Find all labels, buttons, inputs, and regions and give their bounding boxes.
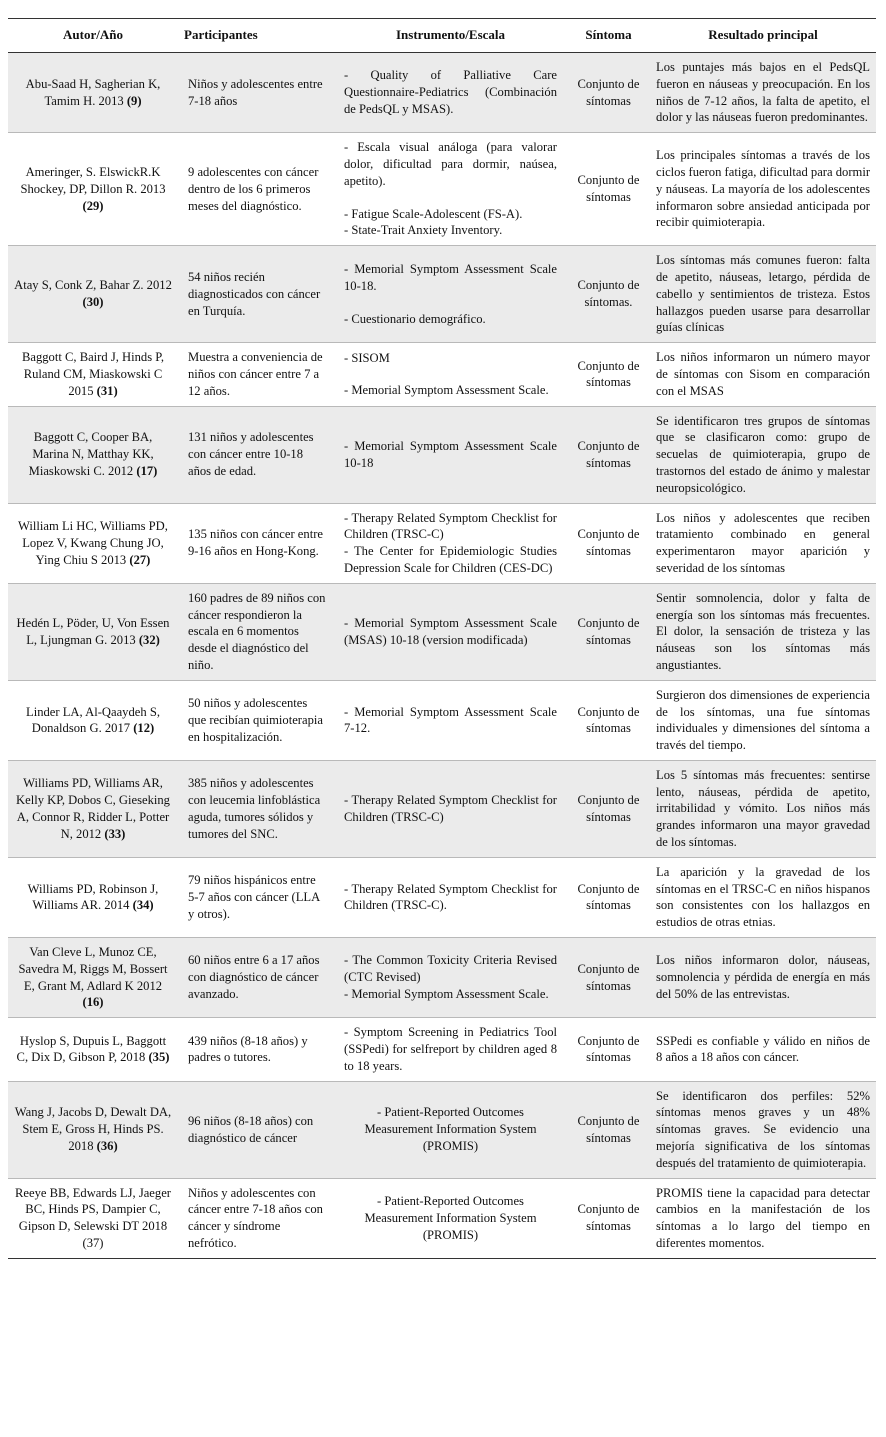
instrument-item: - Escala visual análoga (para valorar dolor, dificultad para dormir, naúsea, apetito).	[344, 140, 557, 188]
instrument-item: - Memorial Symptom Assessment Scale.	[344, 987, 549, 1002]
table-row	[8, 133, 876, 246]
symptom-cell: Conjunto de síntomas	[567, 133, 650, 246]
author-text: Abu-Saad H, Sagherian K, Tamim H. 2013	[25, 76, 161, 108]
instrument-item: - The Center for Epidemiologic Studies Depression Scale for Children (CES-DC)	[344, 544, 557, 575]
result-cell: Los puntajes más bajos en el PedsQL fueron en náuseas y preocupación. En los niños de 7-12 años, la falta de apetito, el dolor y las náuseas fueron predominantes.	[650, 53, 876, 133]
table-row	[8, 583, 876, 680]
reference-number: (31)	[96, 383, 118, 398]
participants-cell: 135 niños con cáncer entre 9-16 años en Hong-Kong.	[178, 503, 334, 583]
instrument-item: - Memorial Symptom Assessment Scale 7-12.	[344, 704, 557, 736]
result-cell: Los síntomas más comunes fueron: falta de apetito, náuseas, letargo, pérdida de cabello y sentimientos de tristeza. Estos hallazgos pueden usarse para desarrollar guías clínicas	[650, 246, 876, 343]
instrument-cell	[334, 133, 567, 246]
reference-number: (30)	[82, 295, 104, 310]
table-row	[8, 406, 876, 503]
author-cell	[8, 1018, 178, 1081]
table-body	[8, 53, 876, 1259]
reference-number: (17)	[136, 463, 158, 478]
instrument-cell	[334, 246, 567, 343]
reference-number: (27)	[129, 552, 151, 567]
symptom-cell: Conjunto de síntomas.	[567, 246, 650, 343]
author-text: Van Cleve L, Munoz CE, Savedra M, Riggs M, Bossert E, Grant M, Adlard K 2012	[18, 945, 168, 993]
instrument-gap	[344, 190, 557, 206]
header-author: Autor/Año	[8, 19, 178, 53]
instrument-item: - Therapy Related Symptom Checklist for Children (TRSC-C).	[344, 881, 557, 913]
reference-number: (9)	[126, 93, 142, 108]
instrument-cell	[334, 1178, 567, 1258]
table-row	[8, 343, 876, 406]
table-row	[8, 246, 876, 343]
symptom-cell: Conjunto de síntomas	[567, 1178, 650, 1258]
header-participants: Participantes	[178, 19, 334, 53]
result-cell: La aparición y la gravedad de los síntomas en el TRSC-C en niños hispanos son consistentes con los hallazgos en estudios de otras etnias.	[650, 857, 876, 937]
author-cell	[8, 1081, 178, 1178]
header-symptom: Síntoma	[567, 19, 650, 53]
instrument-item: - Patient-Reported Outcomes Measurement Information System (PROMIS)	[364, 1105, 537, 1154]
instrument-item: - Memorial Symptom Assessment Scale (MSAS) 10-18 (version modificada)	[344, 615, 557, 647]
instrument-item: - SISOM	[344, 350, 390, 365]
author-text: Hedén L, Pöder, U, Von Essen L, Ljungman G. 2013	[16, 615, 170, 647]
result-cell: Los niños informaron dolor, náuseas, somnolencia y pérdida de energía en más del 50% de las entrevistas.	[650, 938, 876, 1018]
result-cell: PROMIS tiene la capacidad para detectar cambios en la manifestación de los síntomas a lo largo del tiempo en diferentes momentos.	[650, 1178, 876, 1258]
instrument-cell	[334, 343, 567, 406]
result-cell: Los principales síntomas a través de los ciclos fueron fatiga, dificultad para dormir y náuseas. La mayoría de los adolescentes informaron sobre ansiedad anticipada por recibir quimioterapia.	[650, 133, 876, 246]
participants-cell: 131 niños y adolescentes con cáncer entre 10-18 años de edad.	[178, 406, 334, 503]
symptom-cell: Conjunto de síntomas	[567, 857, 650, 937]
result-cell: Los 5 síntomas más frecuentes: sentirse lento, náuseas, pérdida de apetito, irritabilidad y vómito. Los niños más grandes informaron una mayor gravedad de los síntomas.	[650, 760, 876, 857]
instrument-gap	[344, 295, 557, 311]
symptom-cell: Conjunto de síntomas	[567, 938, 650, 1018]
table-row	[8, 680, 876, 760]
participants-cell: 160 padres de 89 niños con cáncer respondieron la escala en 6 momentos desde el diagnóstico del niño.	[178, 583, 334, 680]
symptom-cell: Conjunto de síntomas	[567, 680, 650, 760]
instrument-gap	[344, 366, 557, 382]
reference-number: (36)	[96, 1139, 118, 1154]
instrument-cell	[334, 938, 567, 1018]
instrument-item: - The Common Toxicity Criteria Revised (CTC Revised)	[344, 953, 557, 985]
author-text: Atay S, Conk Z, Bahar Z. 2012	[14, 278, 172, 293]
result-cell: Surgieron dos dimensiones de experiencia de los síntomas, una fue síntomas individuales y dimensiones del síntoma a través del tiempo.	[650, 680, 876, 760]
author-cell	[8, 246, 178, 343]
reference-number: (33)	[104, 826, 126, 841]
symptom-cell: Conjunto de síntomas	[567, 343, 650, 406]
symptom-cell: Conjunto de síntomas	[567, 406, 650, 503]
author-text: Hyslop S, Dupuis L, Baggott C, Dix D, Gibson P, 2018	[16, 1033, 167, 1065]
participants-cell: 96 niños (8-18 años) con diagnóstico de cáncer	[178, 1081, 334, 1178]
table-row	[8, 1081, 876, 1178]
instrument-item: - Therapy Related Symptom Checklist for Children (TRSC-C)	[344, 793, 557, 824]
result-cell: Sentir somnolencia, dolor y falta de energía son los síntomas más frecuentes. El dolor, la sensación de tristeza y las náuseas son los síntomas más angustiantes.	[650, 583, 876, 680]
header-instrument: Instrumento/Escala	[334, 19, 567, 53]
reference-number: (35)	[148, 1050, 170, 1065]
author-text: Wang J, Jacobs D, Dewalt DA, Stem E, Gross H, Hinds PS. 2018	[14, 1105, 172, 1154]
symptom-cell: Conjunto de síntomas	[567, 503, 650, 583]
reference-number: (12)	[133, 721, 155, 736]
author-text: Ameringer, S. ElswickR.K Shockey, DP, Dillon R. 2013	[20, 164, 166, 196]
instrument-cell	[334, 406, 567, 503]
symptom-cell: Conjunto de síntomas	[567, 53, 650, 133]
author-cell	[8, 583, 178, 680]
instrument-cell	[334, 503, 567, 583]
reference-number: (16)	[82, 995, 104, 1010]
author-cell	[8, 680, 178, 760]
header-result: Resultado principal	[650, 19, 876, 53]
author-text: Williams PD, Williams AR, Kelly KP, Dobos C, Gieseking A, Connor R, Ridder L, Potter N, 2012	[16, 776, 170, 841]
author-text: Reeye BB, Edwards LJ, Jaeger BC, Hinds PS, Dampier C, Gipson D, Selewski DT 2018 (37)	[15, 1185, 171, 1251]
author-cell	[8, 938, 178, 1018]
symptom-cell: Conjunto de síntomas	[567, 1018, 650, 1081]
table-row	[8, 938, 876, 1018]
symptom-cell: Conjunto de síntomas	[567, 1081, 650, 1178]
participants-cell: 50 niños y adolescentes que recibían quimioterapia en hospitalización.	[178, 680, 334, 760]
author-text: William Li HC, Williams PD, Lopez V, Kwang Chung JO, Ying Chiu S 2013	[18, 518, 168, 567]
author-cell	[8, 857, 178, 937]
author-cell	[8, 1178, 178, 1258]
author-text: Baggott C, Cooper BA, Marina N, Matthay KK, Miaskowski C. 2012	[28, 430, 154, 478]
participants-cell: Niños y adolescentes con cáncer entre 7-18 años con cáncer y síndrome nefrótico.	[178, 1178, 334, 1258]
participants-cell: Niños y adolescentes entre 7-18 años	[178, 53, 334, 133]
author-text: Williams PD, Robinson J, Williams AR. 2014	[27, 881, 159, 913]
instrument-cell	[334, 680, 567, 760]
symptom-cell: Conjunto de síntomas	[567, 760, 650, 857]
result-cell: SSPedi es confiable y válido en niños de 8 años a 18 años con cáncer.	[650, 1018, 876, 1081]
author-cell	[8, 53, 178, 133]
author-cell	[8, 760, 178, 857]
instrument-item: - Symptom Screening in Pediatrics Tool (SSPedi) for selfreport by children aged 8 to 18 years.	[344, 1025, 557, 1073]
reference-number: (32)	[138, 632, 160, 647]
participants-cell: 54 niños recién diagnosticados con cáncer en Turquía.	[178, 246, 334, 343]
author-cell	[8, 406, 178, 503]
result-cell: Los niños y adolescentes que reciben tratamiento combinado en general experimentaron mayor aparición y severidad de los síntomas	[650, 503, 876, 583]
instrument-cell	[334, 1081, 567, 1178]
participants-cell: 60 niños entre 6 a 17 años con diagnóstico de cáncer avanzado.	[178, 938, 334, 1018]
instrument-cell	[334, 1018, 567, 1081]
instrument-item: - Memorial Symptom Assessment Scale 10-18.	[344, 261, 557, 293]
instrument-item: - Quality of Palliative Care Questionnaire-Pediatrics (Combinación de PedsQL y MSAS).	[344, 68, 557, 116]
instrument-cell	[334, 857, 567, 937]
instrument-item: - Memorial Symptom Assessment Scale 10-18	[344, 438, 557, 470]
header-row	[8, 19, 876, 53]
symptom-cell: Conjunto de síntomas	[567, 583, 650, 680]
author-cell	[8, 503, 178, 583]
instrument-cell	[334, 760, 567, 857]
result-cell: Se identificaron tres grupos de síntomas que se clasificaron como: grupo de secuelas de quimioterapia, grupo de trastornos del estado de ánimo y malestar neuropsicológico.	[650, 406, 876, 503]
result-cell: Los niños informaron un número mayor de síntomas con Sisom en comparación con el MSAS	[650, 343, 876, 406]
participants-cell: 79 niños hispánicos entre 5-7 años con cáncer (LLA y otros).	[178, 857, 334, 937]
participants-cell: Muestra a conveniencia de niños con cáncer entre 7 a 12 años.	[178, 343, 334, 406]
studies-table-container	[8, 18, 876, 1259]
instrument-item: - Cuestionario demográfico.	[344, 311, 486, 326]
table-header	[8, 19, 876, 53]
table-row	[8, 760, 876, 857]
table-row	[8, 503, 876, 583]
table-row	[8, 1018, 876, 1081]
author-text: Baggott C, Baird J, Hinds P, Ruland CM, Miaskowski C 2015	[21, 350, 165, 398]
table-row	[8, 857, 876, 937]
author-cell	[8, 133, 178, 246]
participants-cell: 9 adolescentes con cáncer dentro de los 6 primeros meses del diagnóstico.	[178, 133, 334, 246]
instrument-cell	[334, 53, 567, 133]
reference-number: (34)	[132, 898, 154, 913]
instrument-item: - Patient-Reported Outcomes Measurement Information System (PROMIS)	[364, 1194, 537, 1242]
participants-cell: 385 niños y adolescentes con leucemia linfoblástica aguda, tumores sólidos y tumores del SNC.	[178, 760, 334, 857]
table-row	[8, 53, 876, 133]
table-row	[8, 1178, 876, 1258]
instrument-cell	[334, 583, 567, 680]
instrument-item: - State-Trait Anxiety Inventory.	[344, 223, 503, 238]
instrument-item: - Therapy Related Symptom Checklist for Children (TRSC-C)	[344, 510, 557, 542]
reference-number: (29)	[82, 198, 104, 213]
participants-cell: 439 niños (8-18 años) y padres o tutores.	[178, 1018, 334, 1081]
instrument-item: - Memorial Symptom Assessment Scale.	[344, 383, 549, 398]
instrument-item: - Fatigue Scale-Adolescent (FS-A).	[344, 206, 523, 221]
studies-table	[8, 18, 876, 1259]
author-text: Linder LA, Al-Qaaydeh S, Donaldson G. 2017	[26, 704, 160, 736]
author-cell	[8, 343, 178, 406]
result-cell: Se identificaron dos perfiles: 52% síntomas menos graves y un 48% síntomas graves. Se evidencio una mejoría significativa de los síntomas después del tratamiento de quimioterapia.	[650, 1081, 876, 1178]
